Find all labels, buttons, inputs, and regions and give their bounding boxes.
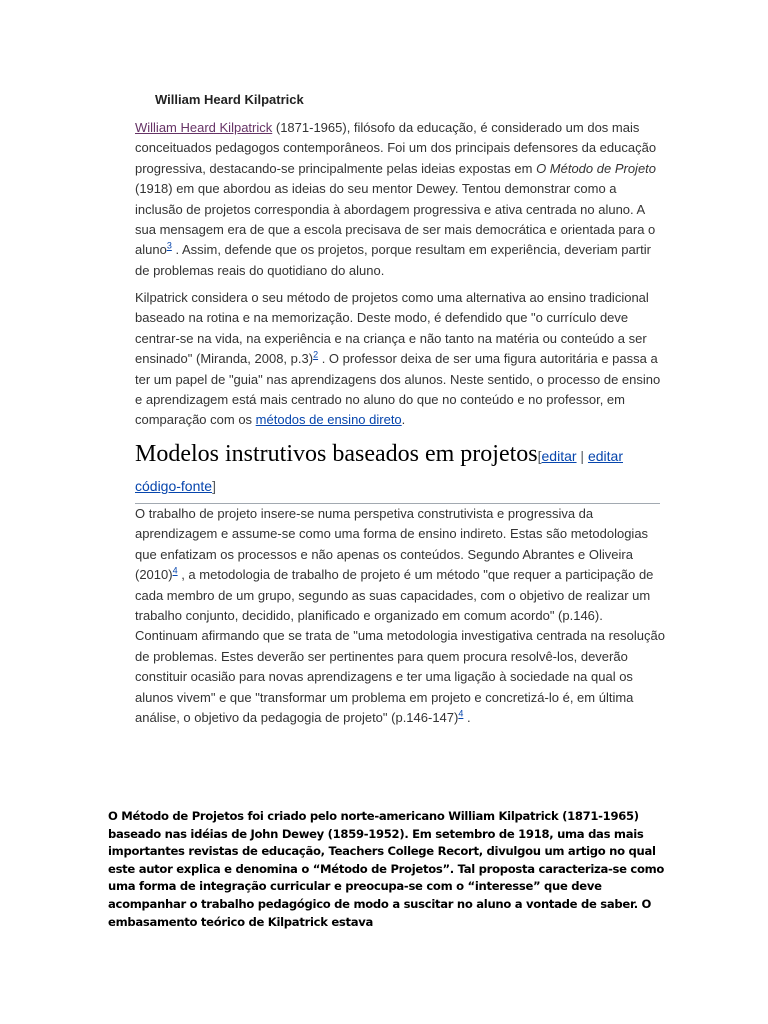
paragraph-text: . Assim, defende que os projetos, porque resultam em experiência, deveriam partir de problemas reais do quotidiano do aluno. <box>135 242 651 278</box>
paragraph-text: (1918) em que abordou as ideias do seu mentor Dewey. Tentou demonstrar como a inclusão de projetos correspondia à abordagem progressiva e ativa centrada no aluno. A sua mensagem era de que a escola precisava de ser mais democrática e orientada para o aluno <box>135 181 656 258</box>
direct-teaching-link[interactable]: métodos de ensino direto <box>255 412 402 428</box>
footnote-ref[interactable]: 3 <box>166 241 172 252</box>
separator: | <box>576 448 588 464</box>
paragraph-text: . <box>463 710 471 726</box>
paragraph-text: . O professor deixa de ser uma figura autoritária e passa a ter um papel de "guia" nas aprendizagens dos alunos. Neste sentido, o processo de ensino e aprendizagem está mais centrado no aluno do que no conteúdo e no professor, em comparação com os <box>135 351 661 428</box>
section-heading <box>135 440 660 504</box>
bracket: ] <box>212 478 216 494</box>
paragraph-method <box>135 288 665 431</box>
paragraph-text: , a metodologia de trabalho de projeto é um método "que requer a participação de cada membro de um grupo, segundo as suas capacidades, com o objetivo de realizar um trabalho conjunto, decidido, planificado e organizado em comum acordo" (p.146). Continuam afirmando que se trata de "uma metodologia investigativa centrada na resolução de problemas. Estes deverão ser pertinentes para quem procura resolvê-los, deverão constituir ocasião para novas aprendizagens e ter uma ligação à sociedade na qual os alunos vivem" e que "transformar um problema em projeto e concretizá-lo é, em última análise, o objetivo da pedagogia de projeto" (p.146-147) <box>135 567 665 726</box>
edit-link[interactable]: editar <box>541 448 577 464</box>
paragraph-history: O Método de Projetos foi criado pelo norte-americano William Kilpatrick (1871-1965) baseado nas idéias de John Dewey (1859-1952). Em setembro de 1918, uma das mais importantes revistas de educação, Teachers College Recort, divulgou um artigo no qual este autor explica e denomina o “Método de Projetos”. Tal proposta caracteriza-se como uma forma de integração curricular e preocupa-se com o “interesse” que deve acompanhar o trabalho pedagógico de modo a suscitar no aluno a vontade de saber. O embasamento teórico de Kilpatrick estava <box>108 809 665 929</box>
paragraph-intro <box>135 118 665 281</box>
paragraph-text: O trabalho de projeto insere-se numa perspetiva construtivista e progressiva da aprendizagem e assume-se como uma forma de ensino indireto. Estas são metodologias que enfatizam os processos e não apenas os conteúdos. Segundo Abrantes e Oliveira (2010) <box>135 506 649 583</box>
footnote-ref[interactable]: 4 <box>458 708 464 719</box>
paragraph-project-work <box>135 504 665 728</box>
paragraph-text: Kilpatrick considera o seu método de projetos como uma alternativa ao ensino tradicional baseado na rotina e na memorização. Deste modo, é defendido que "o currículo deve centrar-se na vida, na experiência e na criança e não tanto na matéria ou conteúdo a ser ensinado" (Miranda, 2008, p.3) <box>135 290 649 367</box>
section-title-text: Modelos instrutivos baseados em projetos <box>135 441 538 467</box>
kilpatrick-link[interactable]: William Heard Kilpatrick <box>135 120 273 135</box>
paragraph-text: . <box>401 412 406 428</box>
paragraph-text: (1871-1965), filósofo da educação, é considerado um dos mais conceituados pedagogos contemporâneos. Foi um dos principais defensores da educação progressiva, destacando-se principalmente pelas ideias expostas em <box>135 120 657 176</box>
book-title: O Método de Projeto <box>536 160 657 176</box>
bracket: [ <box>537 448 542 464</box>
footnote-ref[interactable]: 4 <box>172 565 178 576</box>
footnote-ref[interactable]: 2 <box>313 349 319 360</box>
edit-source-link[interactable]: editar código-fonte <box>135 448 623 494</box>
page-title: William Heard Kilpatrick <box>155 92 304 107</box>
